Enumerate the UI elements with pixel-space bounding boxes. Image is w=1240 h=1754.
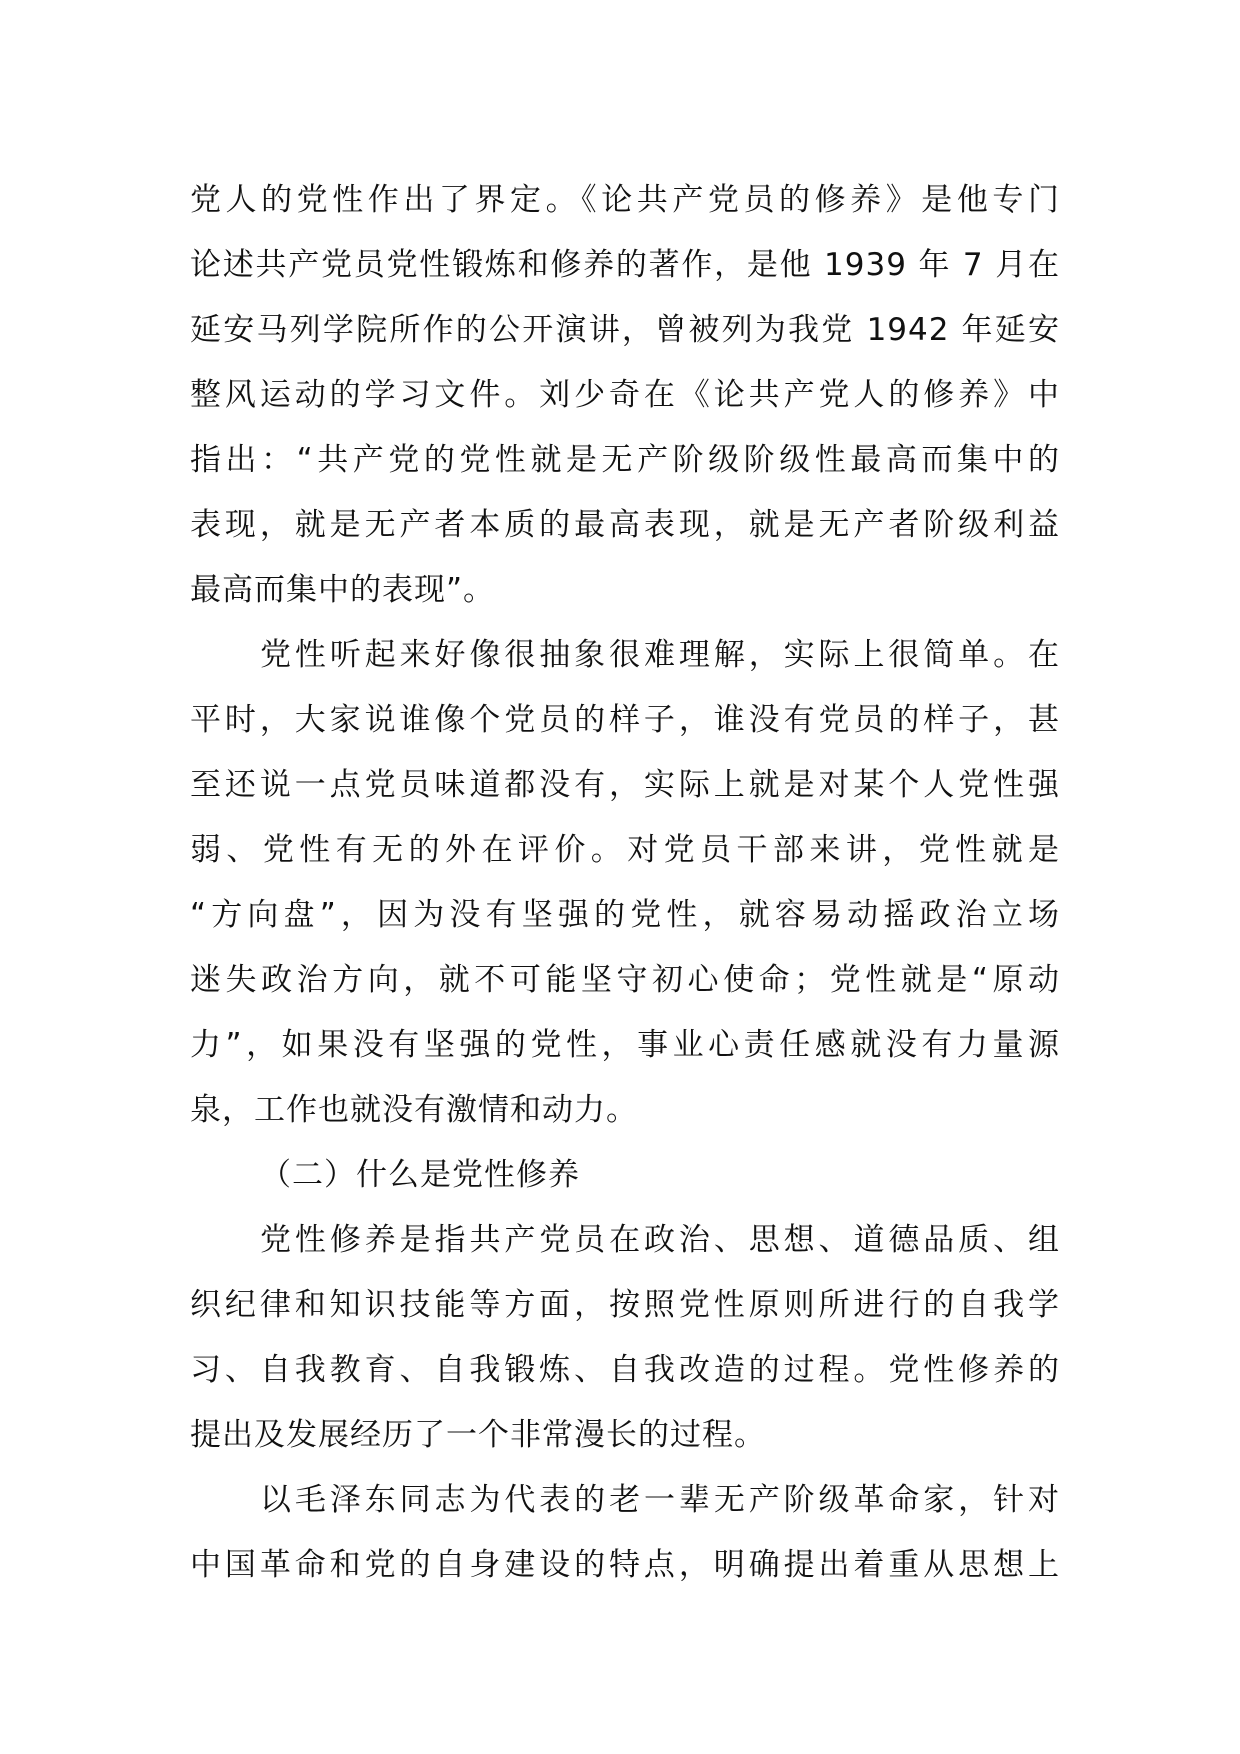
text-line: 泉，工作也就没有激情和动力。 xyxy=(190,1092,638,1128)
document-body xyxy=(190,168,1060,1598)
text-line: 中国革命和党的自身建设的特点，明确提出着重从思想上 xyxy=(190,1547,1060,1583)
section-heading: （二）什么是党性修养 xyxy=(260,1157,580,1193)
text-line: 织纪律和知识技能等方面，按照党性原则所进行的自我学 xyxy=(190,1287,1060,1323)
text-line: 延安马列学院所作的公开演讲，曾被列为我党 1942 年延安 xyxy=(190,312,1060,348)
text-line: 论述共产党员党性锻炼和修养的著作，是他 1939 年 7 月在 xyxy=(190,247,1060,283)
text-line: 提出及发展经历了一个非常漫长的过程。 xyxy=(190,1417,766,1453)
text-line: 整风运动的学习文件。刘少奇在《论共产党人的修养》中 xyxy=(190,377,1060,413)
text-line: 弱、党性有无的外在评价。对党员干部来讲，党性就是 xyxy=(190,832,1060,868)
text-line: “方向盘”，因为没有坚强的党性，就容易动摇政治立场 xyxy=(190,897,1060,933)
text-line: 习、自我教育、自我锻炼、自我改造的过程。党性修养的 xyxy=(190,1352,1060,1388)
text-line: 党性听起来好像很抽象很难理解，实际上很简单。在 xyxy=(260,637,1060,673)
text-line: 平时，大家说谁像个党员的样子，谁没有党员的样子，甚 xyxy=(190,702,1060,738)
text-line: 以毛泽东同志为代表的老一辈无产阶级革命家，针对 xyxy=(260,1482,1060,1518)
text-line: 至还说一点党员味道都没有，实际上就是对某个人党性强 xyxy=(190,767,1060,803)
text-line: 党性修养是指共产党员在政治、思想、道德品质、组 xyxy=(260,1222,1060,1258)
text-line: 党人的党性作出了界定。《论共产党员的修养》是他专门 xyxy=(190,182,1060,218)
text-line: 表现，就是无产者本质的最高表现，就是无产者阶级利益 xyxy=(190,507,1060,543)
text-line: 指出：“共产党的党性就是无产阶级阶级性最高而集中的 xyxy=(190,442,1060,478)
text-line: 迷失政治方向，就不可能坚守初心使命；党性就是“原动 xyxy=(190,962,1060,998)
text-line: 力”，如果没有坚强的党性，事业心责任感就没有力量源 xyxy=(190,1027,1060,1063)
text-line: 最高而集中的表现”。 xyxy=(190,572,496,608)
